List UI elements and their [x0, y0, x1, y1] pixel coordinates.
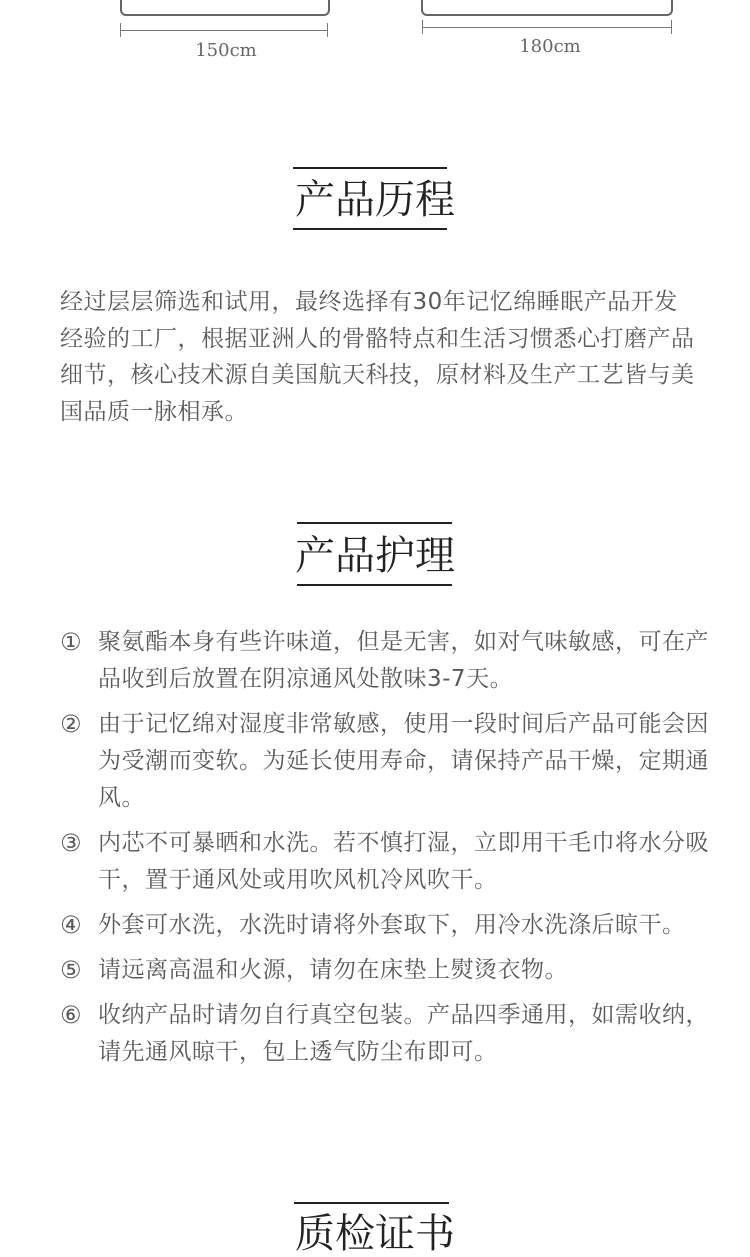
width-label-180: 180cm: [519, 36, 581, 57]
dimension-tick: [671, 20, 672, 34]
care-item-5: [60, 952, 710, 989]
care-item-2: [60, 706, 710, 817]
title-rule-top: [294, 1202, 449, 1204]
care-item-1: [60, 624, 710, 698]
section-title-care: 产品护理: [295, 533, 455, 579]
care-number: ②: [60, 710, 83, 738]
section-title-history: 产品历程: [295, 177, 455, 223]
dimension-line-180: [422, 27, 672, 28]
title-rule-top: [297, 522, 452, 524]
care-number: ④: [60, 911, 83, 939]
care-text: 请远离高温和火源，请勿在床垫上熨烫衣物。: [98, 957, 568, 983]
care-number: ①: [60, 628, 83, 656]
bed-outline-150: [120, 0, 330, 16]
care-item-3: [60, 825, 710, 899]
care-number: ⑥: [60, 1001, 83, 1029]
care-item-4: [60, 907, 710, 944]
care-list: [60, 624, 710, 1079]
dimension-line-150: [120, 30, 328, 31]
title-rule-top: [293, 167, 447, 169]
care-text: 聚氨酯本身有些许味道，但是无害，如对气味敏感，可在产品收到后放置在阴凉通风处散味3-7天。: [98, 629, 709, 692]
care-number: ③: [60, 829, 83, 857]
dimension-tick: [327, 23, 328, 37]
care-text: 外套可水洗，水洗时请将外套取下，用冷水洗涤后晾干。: [98, 912, 686, 938]
bed-outline-180: [421, 0, 673, 16]
title-rule-bottom: [297, 584, 452, 586]
care-item-6: [60, 997, 710, 1071]
width-label-150: 150cm: [195, 40, 257, 61]
care-text: 收纳产品时请勿自行真空包装。产品四季通用，如需收纳，请先通风晾干，包上透气防尘布即可。: [98, 1002, 709, 1065]
care-number: ⑤: [60, 956, 83, 984]
section-title-quality: 质检证书: [295, 1211, 455, 1257]
title-rule-bottom: [293, 228, 447, 230]
history-paragraph: 经过层层筛选和试用，最终选择有30年记忆绵睡眠产品开发经验的工厂，根据亚洲人的骨骼特点和生活习惯悉心打磨产品细节，核心技术源自美国航天科技，原材料及生产工艺皆与美国品质一脉相承。: [60, 289, 695, 425]
care-text: 由于记忆绵对湿度非常敏感，使用一段时间后产品可能会因为受潮而变软。为延长使用寿命，请保持产品干燥，定期通风。: [98, 711, 709, 811]
care-text: 内芯不可暴晒和水洗。若不慎打湿，立即用干毛巾将水分吸干，置于通风处或用吹风机冷风吹干。: [98, 830, 709, 893]
